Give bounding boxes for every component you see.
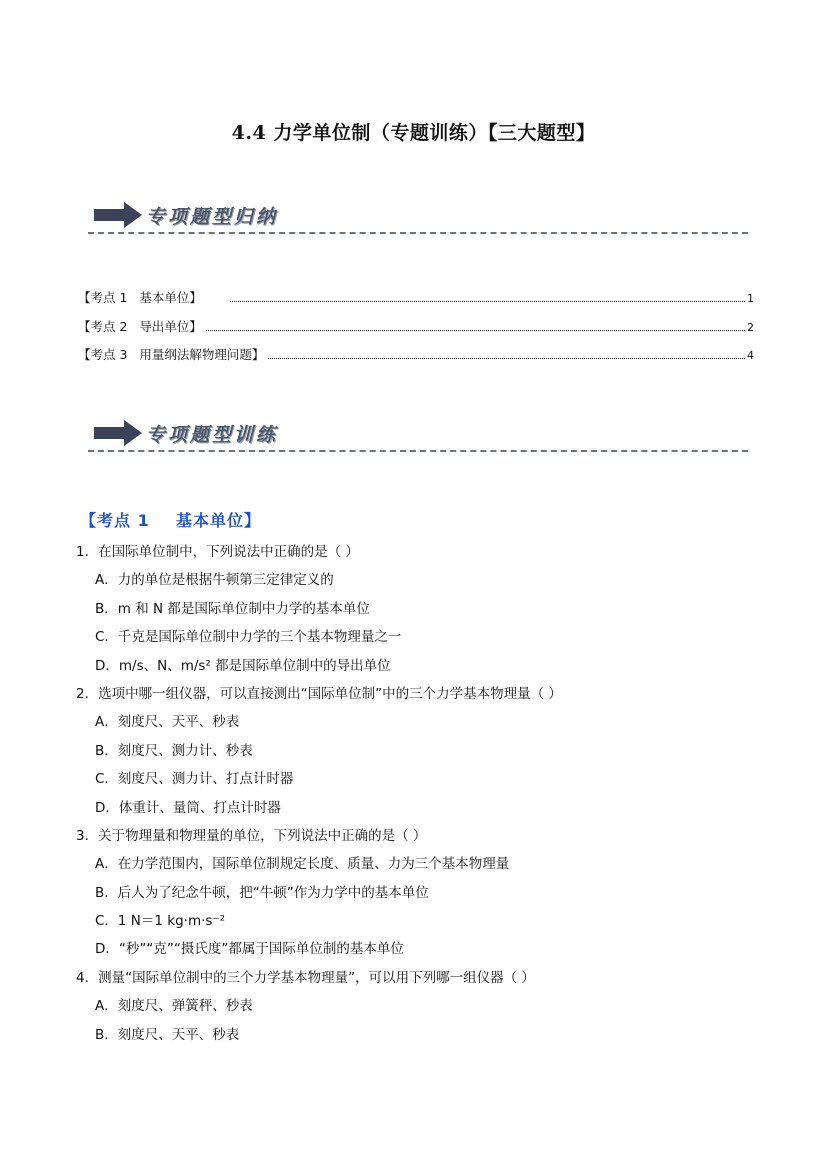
answer-option: B．后人为了纪念牛顿，把“牛顿”作为力学中的基本单位 bbox=[95, 884, 429, 901]
answer-option: D．体重计、量筒、打点计时器 bbox=[95, 799, 281, 816]
question-list bbox=[76, 538, 756, 1049]
banner-title: 专项题型归纳 bbox=[146, 206, 279, 228]
answer-option: A．刻度尺、天平、秒表 bbox=[95, 714, 240, 731]
banner-title: 专项题型训练 bbox=[146, 424, 279, 446]
toc-page-number: 1 bbox=[747, 292, 754, 305]
answer-option: D．m/s、N、m/s² 都是国际单位制中的导出单位 bbox=[95, 657, 391, 674]
answer-option: D．“秒”“克”“摄氏度”都属于国际单位制的基本单位 bbox=[95, 941, 404, 958]
toc-entry[interactable] bbox=[78, 317, 754, 346]
answer-option: C．刻度尺、测力计、打点计时器 bbox=[95, 771, 294, 788]
section-banner-summary bbox=[88, 196, 748, 240]
toc-entry[interactable] bbox=[78, 345, 754, 374]
toc-leader bbox=[268, 358, 745, 359]
toc-entry-label: 【考点 3 用量纲法解物理问题】 bbox=[78, 347, 265, 362]
question-stem: 3．关于物理量和物理量的单位，下列说法中正确的是（ ） bbox=[76, 827, 427, 844]
question-stem: 1．在国际单位制中，下列说法中正确的是（ ） bbox=[76, 544, 359, 560]
answer-option: A．在力学范围内，国际单位制规定长度、质量、力为三个基本物理量 bbox=[95, 856, 510, 873]
table-of-contents bbox=[78, 288, 754, 374]
toc-entry-label: 【考点 2 导出单位】 bbox=[78, 318, 202, 334]
toc-leader bbox=[206, 330, 745, 331]
answer-option: C．千克是国际单位制中力学的三个基本物理量之一 bbox=[95, 629, 402, 646]
toc-entry[interactable] bbox=[78, 288, 754, 317]
question bbox=[76, 538, 756, 680]
right-arrow-icon bbox=[94, 420, 142, 446]
answer-option: B．刻度尺、测力计、秒表 bbox=[95, 742, 253, 759]
section-banner-training bbox=[88, 414, 748, 458]
dashed-divider bbox=[88, 450, 748, 452]
dashed-divider bbox=[88, 232, 748, 234]
answer-option: B．刻度尺、天平、秒表 bbox=[95, 1026, 240, 1043]
answer-option: C．1 N＝1 kg·m·s⁻² bbox=[95, 913, 225, 930]
toc-page-number: 2 bbox=[747, 320, 754, 334]
section-heading: 【考点 1 基本单位】 bbox=[80, 511, 261, 530]
answer-option: A．刻度尺、弹簧秤、秒表 bbox=[95, 998, 253, 1015]
question bbox=[76, 680, 756, 822]
toc-entry-label: 【考点 1 基本单位】 bbox=[78, 290, 202, 305]
toc-leader bbox=[230, 301, 745, 302]
question bbox=[76, 822, 756, 964]
question-stem: 2．选项中哪一组仪器，可以直接测出“国际单位制”中的三个力学基本物理量（ ） bbox=[76, 685, 562, 702]
answer-option: B．m 和 N 都是国际单位制中力学的基本单位 bbox=[95, 600, 370, 617]
toc-page-number: 4 bbox=[747, 349, 754, 362]
page-title: 4.4 力学单位制（专题训练）【三大题型】 bbox=[231, 122, 596, 144]
question bbox=[76, 964, 756, 1049]
answer-option: A．力的单位是根据牛顿第三定律定义的 bbox=[95, 572, 334, 589]
question-stem: 4．测量“国际单位制中的三个力学基本物理量”，可以用下列哪一组仪器（ ） bbox=[76, 969, 535, 986]
right-arrow-icon bbox=[94, 202, 142, 228]
